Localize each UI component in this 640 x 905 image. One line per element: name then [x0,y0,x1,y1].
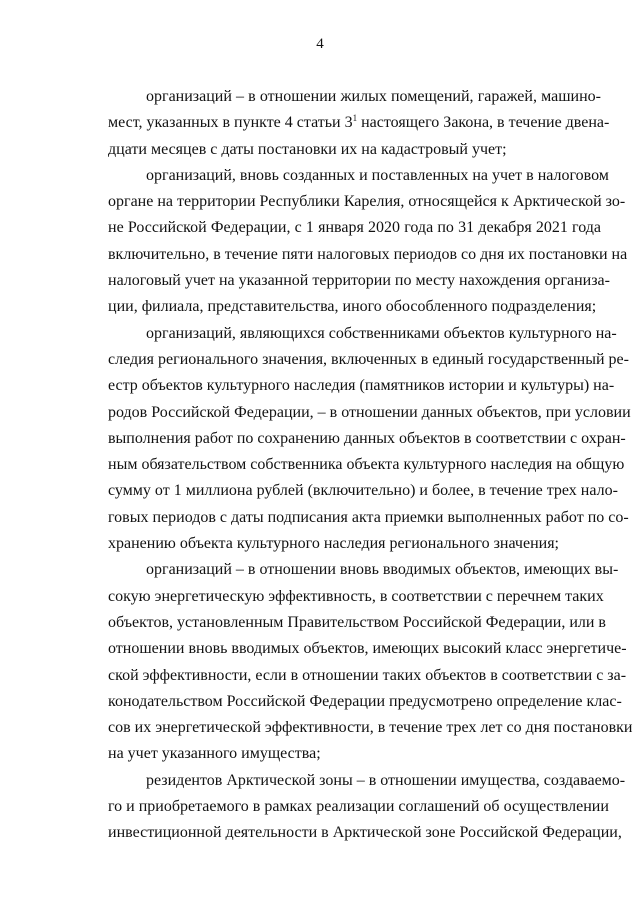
text-run: сокую энергетическую эффективность, в соответствии с перечнем таких [108,587,604,605]
text-run: включительно, в течение пяти налоговых периодов со дня их постановки на [108,245,628,263]
text-run: ции, филиала, представительства, иного обособленного подразделения; [108,298,597,316]
paragraph [108,84,610,163]
text-run: органе на территории Республики Карелия, относящейся к Арктической зо- [108,193,626,211]
paragraph [108,768,626,847]
text-line [108,584,604,610]
text-line [108,794,609,820]
text-run: дцати месяцев с даты постановки их на кадастровый учет; [108,140,507,158]
text-run: говых периодов с даты подписания акта приемки выполненных работ по со- [108,508,629,526]
text-line [108,768,626,794]
text-line [108,663,627,689]
text-run: организаций, являющихся собственниками объектов культурного на- [146,324,617,342]
text-line [108,820,622,846]
text-line [108,636,627,662]
page-number: 4 [316,36,324,52]
text-line [108,557,619,583]
text-line [108,242,628,268]
text-run: организаций, вновь созданных и поставленных на учет в налоговом [146,166,609,184]
text-run: организаций – в отношении жилых помещений, гаражей, машино- [146,88,601,105]
text-line [108,741,601,767]
text-run: конодательством Российской Федерации предусмотрено определение клас- [108,692,622,710]
text-line [108,294,601,320]
text-line [108,84,601,110]
text-run: родов Российской Федерации, – в отношении данных объектов, при условии [108,403,631,421]
text-line [108,426,626,452]
text-line [108,689,622,715]
document-body [108,84,633,847]
text-line [108,268,610,294]
text-run: объектов, установленным Правительством Российской Федерации, или в [108,613,606,631]
text-run: го и приобретаемого в рамках реализации соглашений об осуществлении [108,798,609,816]
text-line [108,610,606,636]
text-line [108,373,615,399]
text-run: естр объектов культурного наследия (памятников истории и культуры) на- [108,377,615,395]
paragraph [108,163,628,321]
text-run: резидентов Арктической зоны – в отношении имущества, создаваемо- [146,771,626,789]
text-run: на учет указанного имущества; [108,745,321,763]
paragraph [108,557,633,767]
text-line [108,110,610,136]
text-run: выполнения работ по сохранению данных объектов в соответствии с охран- [108,429,626,447]
text-line [108,321,617,347]
text-run: настоящего Закона, в течение двена- [357,114,610,132]
text-run: сов их энергетической эффективности, в течение трех лет со дня постановки [108,719,633,737]
text-run: налоговый учет на указанной территории по месту нахождения организа- [108,272,610,290]
text-line [108,478,618,504]
text-run: отношении вновь вводимых объектов, имеющих высокий класс энергетиче- [108,640,627,658]
superscript: 1 [352,113,358,124]
text-line [108,189,626,215]
text-line [108,137,601,163]
text-line [108,163,609,189]
text-run: инвестиционной деятельности в Арктической зоне Российской Федерации, [108,824,622,842]
text-run: следия регионального значения, включенных в единый государственный ре- [108,350,629,368]
text-line [108,531,601,557]
text-run: мест, указанных в пункте 4 статьи 3 [108,114,353,132]
text-run: не Российской Федерации, с 1 января 2020 года по 31 декабря 2021 года [108,219,601,237]
text-run: организаций – в отношении вновь вводимых объектов, имеющих вы- [146,561,619,579]
text-run: ным обязательством собственника объекта культурного наследия на общую [108,456,625,474]
text-line [108,347,629,373]
text-line [108,715,633,741]
text-line [108,215,601,241]
paragraph [108,321,631,558]
text-line [108,505,629,531]
text-line [108,452,625,478]
text-line [108,400,631,426]
text-run: сумму от 1 миллиона рублей (включительно) и более, в течение трех нало- [108,482,618,500]
text-run: ской эффективности, если в отношении таких объектов в соответствии с за- [108,666,627,684]
text-run: хранению объекта культурного наследия регионального значения; [108,535,559,553]
